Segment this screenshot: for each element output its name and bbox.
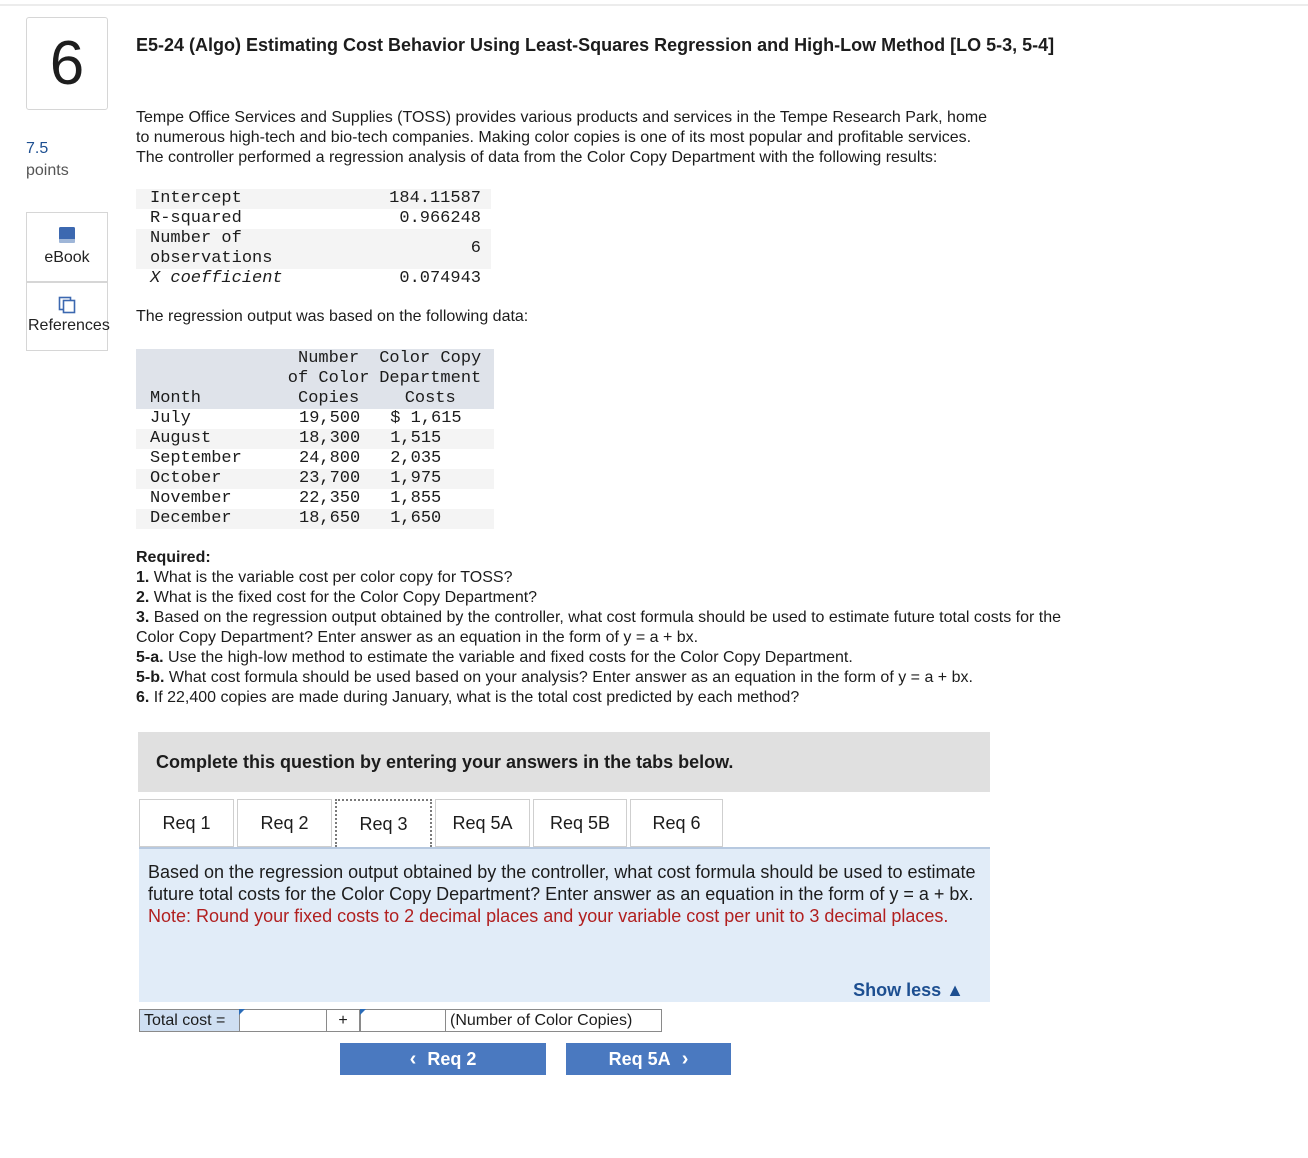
- tab-req-1[interactable]: Req 1: [139, 799, 234, 847]
- question-number: 6: [26, 17, 108, 110]
- plus-sign: +: [326, 1009, 360, 1032]
- problem-intro: [136, 108, 1076, 168]
- references-label: References: [28, 317, 110, 334]
- variable-cost-input[interactable]: [360, 1009, 446, 1032]
- required-item-text: What cost formula should be used based on your analysis? Enter answer as an equation in the form of y = a + bx.: [164, 669, 973, 686]
- header-line: Color Copy: [379, 349, 482, 368]
- triangle-up-icon: ▲: [941, 980, 964, 1000]
- cell-costs: 2,035: [372, 449, 494, 469]
- book-icon: [58, 226, 76, 244]
- cost-data-table: [136, 349, 494, 529]
- header-line: Costs: [404, 389, 456, 408]
- ebook-button[interactable]: [26, 212, 108, 282]
- regression-label: Intercept: [136, 189, 365, 209]
- show-less-link[interactable]: [853, 979, 964, 1001]
- panel-note: Note: Round your fixed costs to 2 decimal places and your variable cost per unit to 3 decimal places.: [148, 906, 949, 926]
- table-row: [136, 449, 494, 469]
- table-row: [136, 489, 494, 509]
- prev-req-label: Req 2: [427, 1048, 477, 1069]
- req-tabs: [139, 799, 726, 847]
- intro-line: Tempe Office Services and Supplies (TOSS) provides various products and services in the Tempe Research Park, home: [136, 109, 988, 126]
- cell-month: September: [136, 449, 285, 469]
- required-item-number: 5-b.: [136, 669, 165, 686]
- data-intro-text: The regression output was based on the following data:: [136, 308, 529, 325]
- tab-req-5a[interactable]: Req 5A: [435, 799, 530, 847]
- header-line: Copies: [298, 389, 360, 408]
- required-item-number: 5-a.: [136, 649, 164, 666]
- regression-label: [136, 229, 365, 269]
- points-value: 7.5: [26, 140, 49, 157]
- required-item-text: Based on the regression output obtained by the controller, what cost formula should be used to estimate future total costs for the Color Copy Department? Enter answer as an equation in the form of y = a + bx.: [136, 609, 1061, 646]
- tab-req-3[interactable]: Req 3: [335, 799, 432, 847]
- header-line: Department: [379, 369, 482, 388]
- required-section: [136, 548, 1076, 708]
- column-header-copies: [285, 349, 372, 409]
- table-row: [136, 509, 494, 529]
- table-header-row: [136, 349, 494, 409]
- required-item: [136, 608, 1076, 648]
- points-block: [26, 138, 69, 182]
- regression-value: 6: [365, 229, 491, 269]
- fixed-cost-input[interactable]: [239, 1009, 327, 1032]
- regression-value: 0.966248: [365, 209, 491, 229]
- required-item: [136, 688, 1076, 708]
- cell-copies: 24,800: [285, 449, 372, 469]
- table-row: [136, 209, 491, 229]
- required-item: [136, 648, 1076, 668]
- complete-banner: Complete this question by entering your answers in the tabs below.: [138, 732, 990, 792]
- required-item-text: Use the high-low method to estimate the variable and fixed costs for the Color Copy Department.: [163, 649, 853, 666]
- regression-label: X coefficient: [136, 269, 365, 289]
- panel-question: Based on the regression output obtained by the controller, what cost formula should be used to estimate future total costs for the Color Copy Department? Enter answer as an equation in the form of y = a + bx.: [148, 862, 976, 904]
- next-req-button[interactable]: [566, 1043, 731, 1075]
- cell-month: July: [136, 409, 285, 429]
- regression-label-line: observations: [150, 249, 273, 268]
- table-row: [136, 469, 494, 489]
- cell-copies: 19,500: [285, 409, 372, 429]
- required-item-number: 6.: [136, 689, 150, 706]
- table-row: [136, 269, 491, 289]
- cell-costs: $ 1,615: [372, 409, 494, 429]
- required-item: [136, 668, 1076, 688]
- required-item: [136, 588, 1076, 608]
- tab-panel: [139, 847, 990, 1002]
- table-row: [136, 409, 494, 429]
- intro-line: The controller performed a regression analysis of data from the Color Copy Department with the following results:: [136, 149, 938, 166]
- required-item-text: What is the variable cost per color copy for TOSS?: [149, 569, 513, 586]
- table-row: [136, 429, 494, 449]
- required-item-number: 2.: [136, 589, 150, 606]
- cell-costs: 1,855: [372, 489, 494, 509]
- cell-costs: 1,650: [372, 509, 494, 529]
- required-item-number: 1.: [136, 569, 150, 586]
- problem-content: [136, 34, 1076, 166]
- header-line: of Color: [287, 369, 370, 388]
- cell-month: December: [136, 509, 285, 529]
- answer-label: Total cost =: [139, 1009, 240, 1032]
- points-label: points: [26, 162, 69, 179]
- tab-req-6[interactable]: Req 6: [630, 799, 723, 847]
- chevron-left-icon: ‹: [409, 1047, 428, 1070]
- next-req-label: Req 5A: [608, 1048, 671, 1069]
- intro-line: to numerous high-tech and bio-tech companies. Making color copies is one of its most popular and profitable services.: [136, 129, 972, 146]
- cell-copies: 23,700: [285, 469, 372, 489]
- required-item-text: What is the fixed cost for the Color Copy Department?: [149, 589, 538, 606]
- cell-costs: 1,975: [372, 469, 494, 489]
- cell-copies: 18,650: [285, 509, 372, 529]
- header-line: Number: [298, 349, 360, 368]
- cell-month: August: [136, 429, 285, 449]
- chevron-right-icon: ›: [670, 1047, 689, 1070]
- table-row: [136, 229, 491, 269]
- required-heading: Required:: [136, 549, 211, 566]
- regression-value: 0.074943: [365, 269, 491, 289]
- tab-req-5b[interactable]: Req 5B: [533, 799, 627, 847]
- input-flag-icon: [360, 1009, 366, 1015]
- problem-title: E5-24 (Algo) Estimating Cost Behavior Using Least-Squares Regression and High-Low Method [LO 5-3, 5-4]: [136, 35, 1055, 55]
- cell-copies: 18,300: [285, 429, 372, 449]
- regression-label: R-squared: [136, 209, 365, 229]
- ebook-label: eBook: [44, 249, 90, 266]
- show-less-label: Show less: [853, 980, 942, 1000]
- required-item: [136, 568, 1076, 588]
- tab-req-2[interactable]: Req 2: [237, 799, 332, 847]
- column-header-month: Month: [136, 349, 285, 409]
- cell-costs: 1,515: [372, 429, 494, 449]
- references-button[interactable]: [26, 282, 108, 351]
- cell-copies: 22,350: [285, 489, 372, 509]
- prev-req-button[interactable]: [340, 1043, 546, 1075]
- table-row: [136, 189, 491, 209]
- answer-unit-label: (Number of Color Copies): [445, 1009, 662, 1032]
- required-item-text: If 22,400 copies are made during January, what is the total cost predicted by each method?: [149, 689, 800, 706]
- column-header-costs: [372, 349, 494, 409]
- regression-value: 184.11587: [365, 189, 491, 209]
- copy-icon: [58, 296, 76, 314]
- required-item-number: 3.: [136, 609, 150, 626]
- top-divider: [0, 4, 1308, 6]
- cell-month: November: [136, 489, 285, 509]
- input-flag-icon: [239, 1009, 245, 1015]
- regression-output-table: [136, 189, 491, 289]
- cell-month: October: [136, 469, 285, 489]
- regression-label-line: Number of: [150, 229, 242, 248]
